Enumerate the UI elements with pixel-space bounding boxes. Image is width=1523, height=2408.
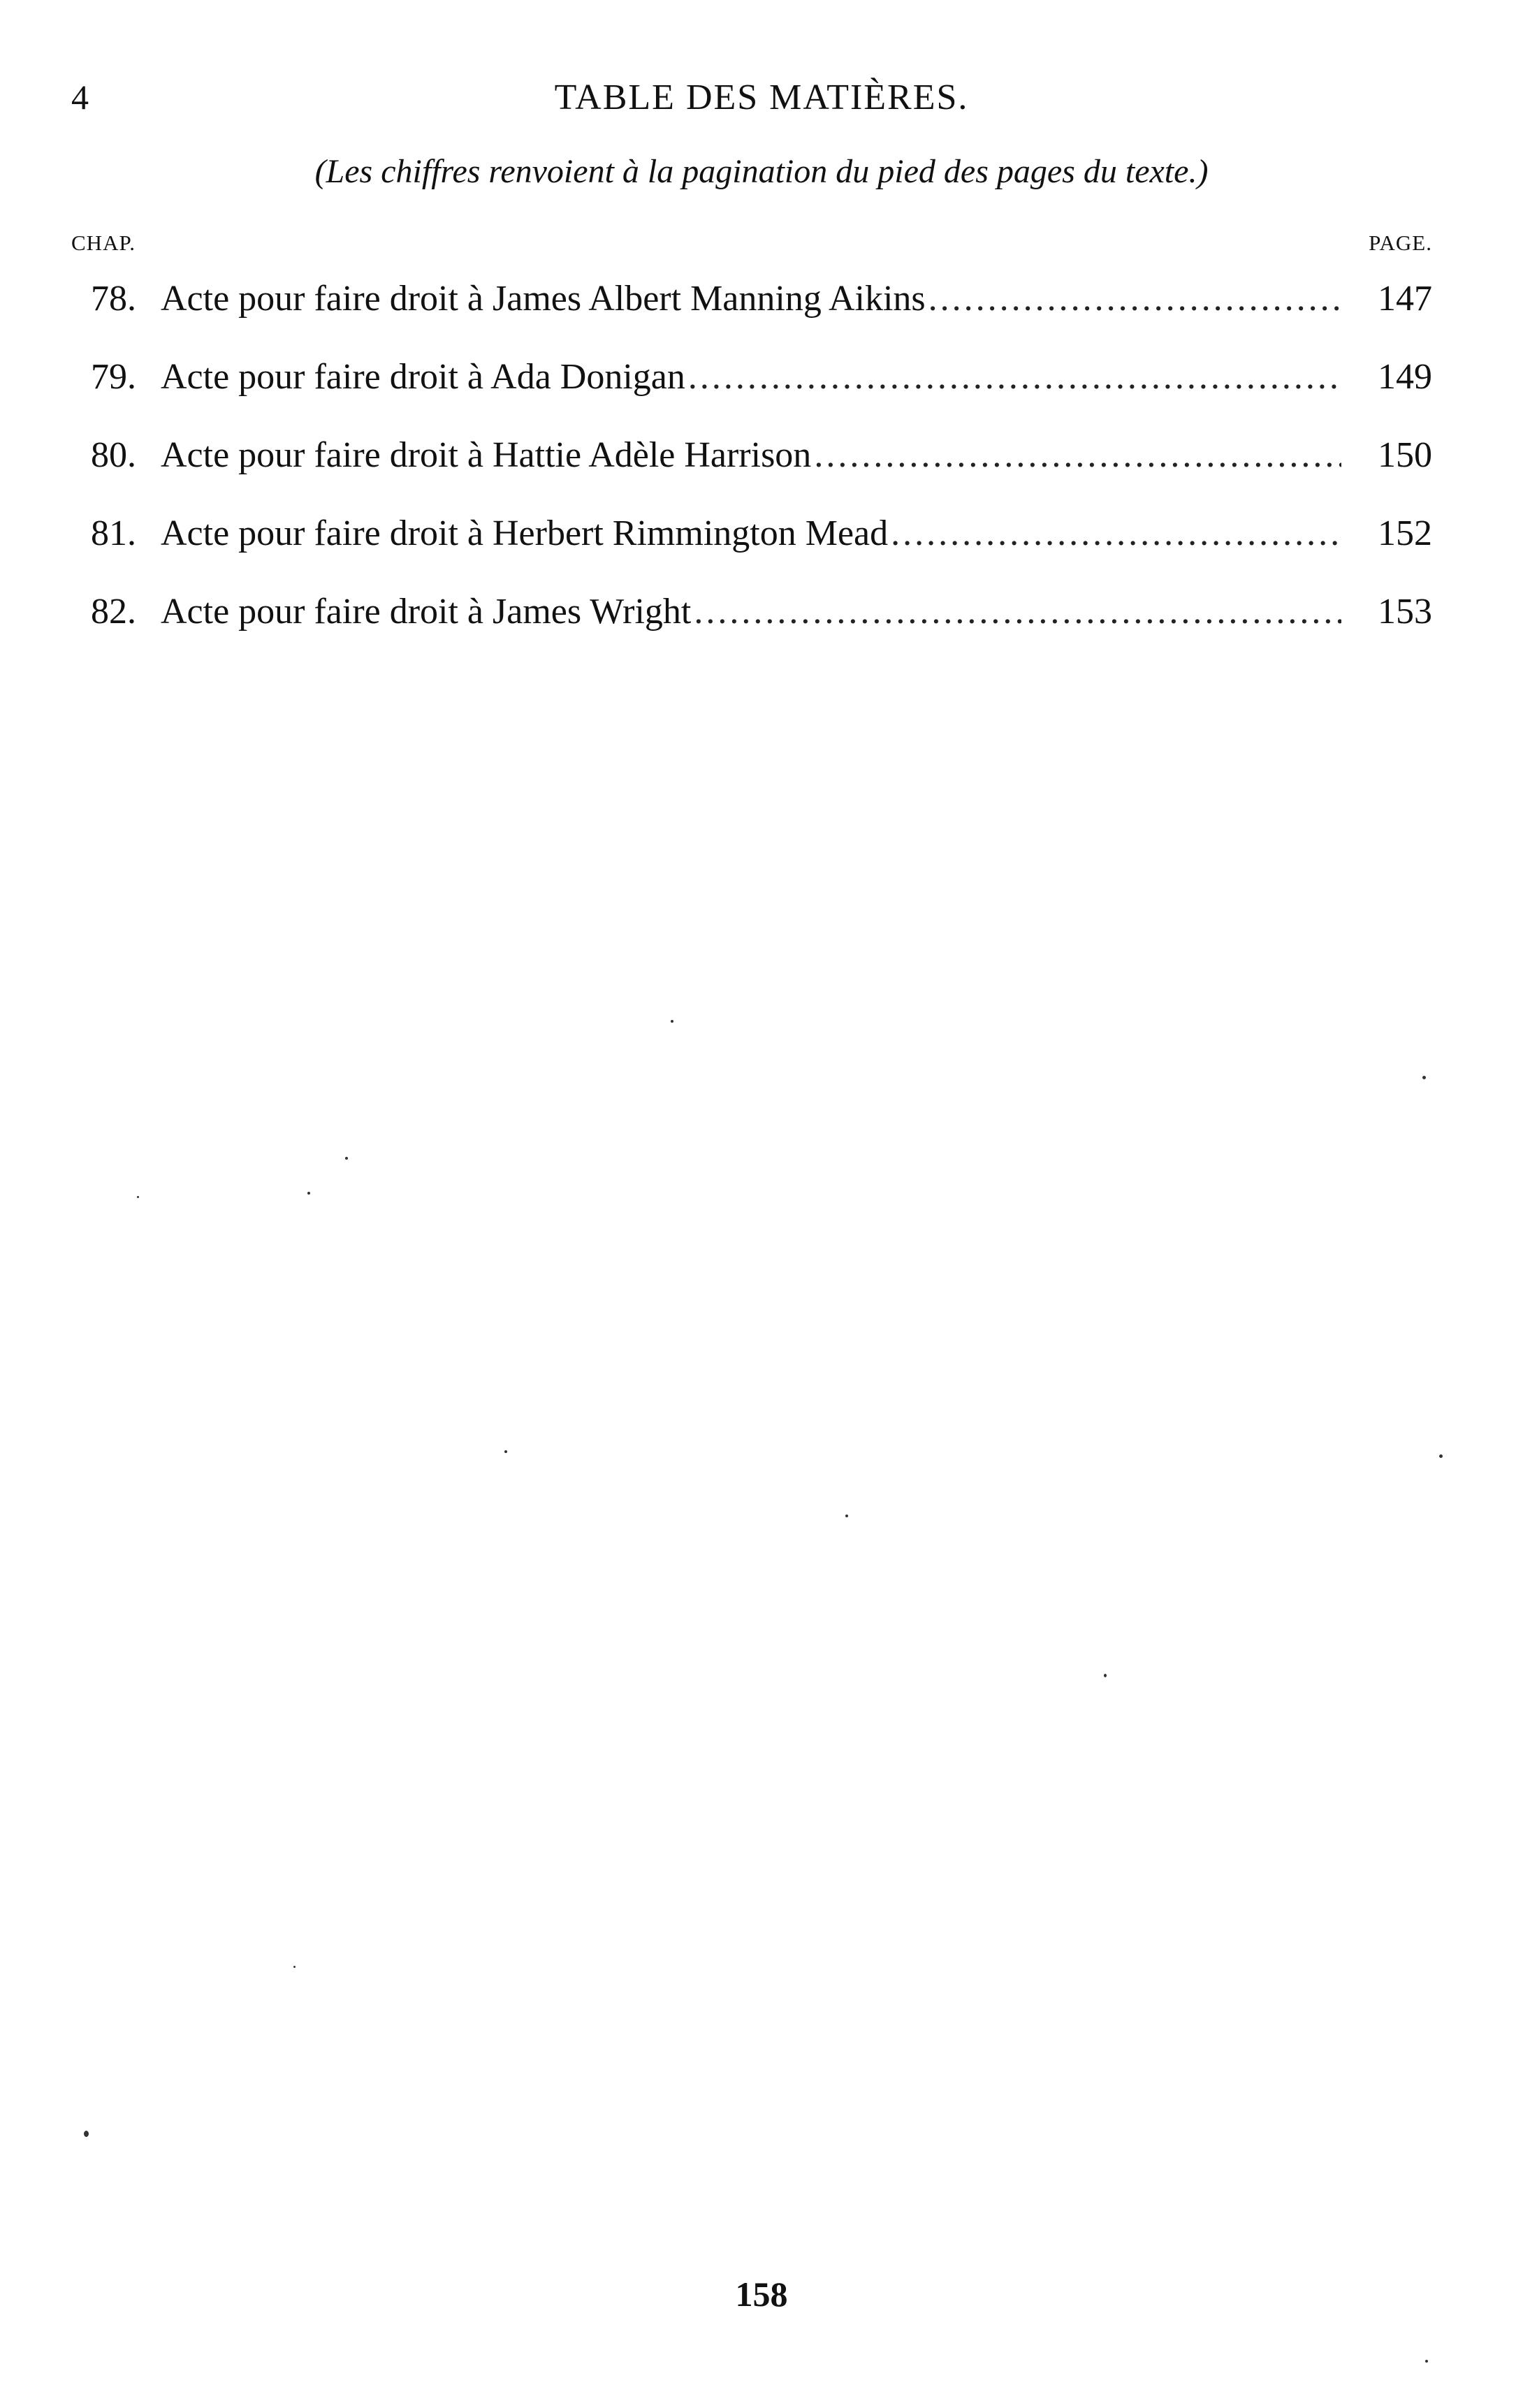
toc-chapter-number: 82. [91, 592, 136, 632]
scan-speck [1425, 2360, 1428, 2363]
scan-speck [84, 2131, 89, 2137]
scan-speck [1104, 1674, 1107, 1677]
scan-speck [1422, 1076, 1426, 1079]
page-title: TABLE DES MATIÈRES. [554, 78, 969, 117]
scan-speck [504, 1450, 507, 1453]
page-column-header: PAGE. [1369, 231, 1432, 255]
dot-leader [694, 591, 1341, 632]
toc-entry-title: Acte pour faire droit à James Albert Manning Aikins [161, 279, 926, 319]
toc-entry [91, 591, 1432, 669]
toc-page-number: 152 [1378, 513, 1432, 553]
scan-speck [671, 1020, 673, 1023]
toc-entry-title: Acte pour faire droit à James Wright [161, 592, 692, 632]
folio-number: 158 [735, 2275, 788, 2314]
toc-entry-title: Acte pour faire droit à Ada Donigan [161, 357, 685, 397]
toc-entry [91, 435, 1432, 513]
dot-leader [814, 435, 1341, 476]
dot-leader [928, 278, 1341, 319]
toc-entry-title: Acte pour faire droit à Hattie Adèle Harrison [161, 435, 812, 475]
toc-entry [91, 278, 1432, 356]
toc-page-number: 147 [1378, 279, 1432, 319]
toc-chapter-number: 80. [91, 435, 136, 475]
chapter-column-header: CHAP. [71, 231, 136, 255]
toc-chapter-number: 79. [91, 357, 136, 397]
toc-entry-title: Acte pour faire droit à Herbert Rimmington Mead [161, 513, 889, 553]
table-of-contents [91, 278, 1432, 669]
scan-speck [845, 1515, 848, 1517]
toc-entry [91, 356, 1432, 435]
dot-leader [891, 513, 1341, 554]
page-subtitle: (Les chiffres renvoient à la pagination du pied des pages du texte.) [314, 153, 1209, 190]
scan-speck [293, 1966, 296, 1968]
toc-chapter-number: 78. [91, 279, 136, 319]
scan-speck [1439, 1454, 1443, 1458]
toc-page-number: 153 [1378, 592, 1432, 632]
page-number: 4 [71, 78, 89, 117]
toc-chapter-number: 81. [91, 513, 136, 553]
toc-page-number: 149 [1378, 357, 1432, 397]
scan-speck [137, 1196, 139, 1198]
toc-page-number: 150 [1378, 435, 1432, 475]
scan-speck [345, 1157, 348, 1160]
scan-speck [307, 1192, 310, 1195]
dot-leader [688, 356, 1341, 397]
toc-entry [91, 513, 1432, 591]
